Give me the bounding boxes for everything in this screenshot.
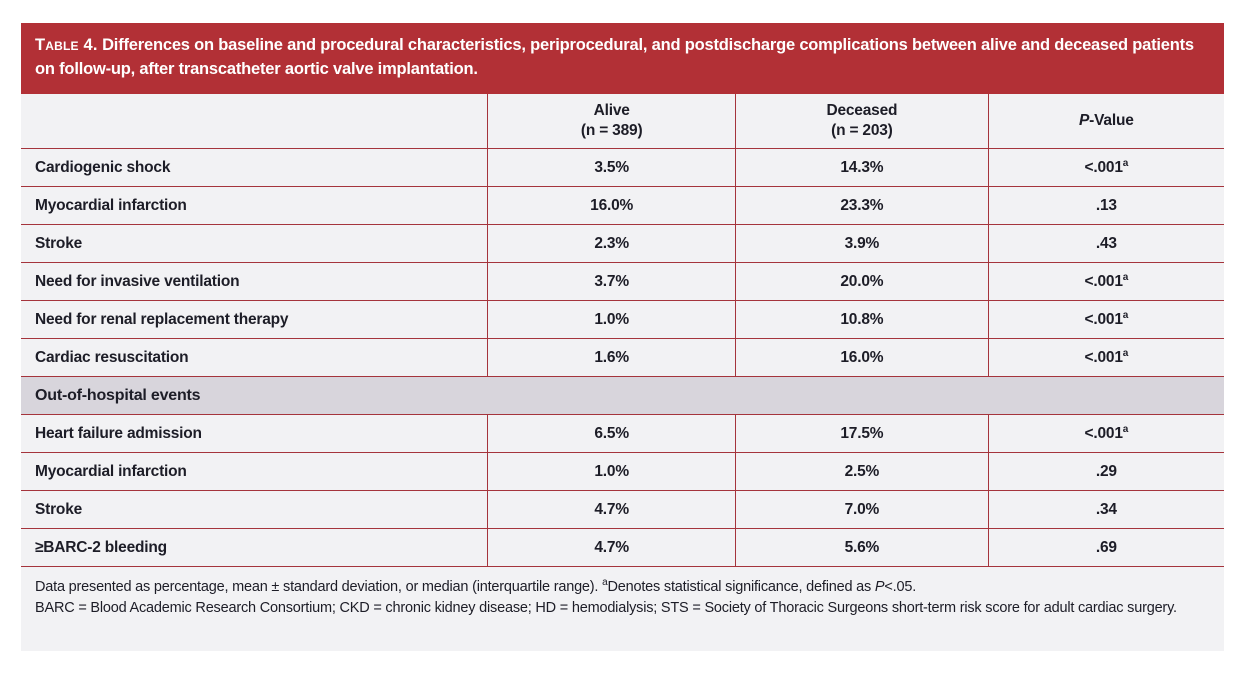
table-title-bar [21, 23, 1224, 94]
table-row [21, 225, 1224, 263]
alive-value: 6.5% [488, 415, 736, 453]
alive-value: 4.7% [488, 491, 736, 529]
row-label: Heart failure admission [21, 415, 488, 453]
header-p-value: P-Value [988, 94, 1224, 149]
table-row [21, 529, 1224, 567]
deceased-value: 17.5% [736, 415, 989, 453]
p-value: .43 [988, 225, 1224, 263]
deceased-value: 20.0% [736, 263, 989, 301]
row-label: Myocardial infarction [21, 187, 488, 225]
p-value: .69 [988, 529, 1224, 567]
alive-value: 16.0% [488, 187, 736, 225]
row-label: Cardiogenic shock [21, 149, 488, 187]
header-empty [21, 94, 488, 149]
p-value: <.001$^a$ [988, 339, 1224, 377]
alive-value: 1.6% [488, 339, 736, 377]
significance-superscript: a [1122, 157, 1129, 169]
table-row [21, 149, 1224, 187]
table-title-text: Differences on baseline and procedural characteristics, periprocedural, and postdischarge complications between alive and deceased patients on follow-up, after transcatheter aortic valve implantation. [35, 36, 1194, 78]
significance-superscript: a [1122, 309, 1129, 321]
section-header-label: Out-of-hospital events [21, 377, 1224, 415]
row-label: Need for renal replacement therapy [21, 301, 488, 339]
row-label: Stroke [21, 491, 488, 529]
header-row [21, 94, 1224, 149]
significance-superscript: a [1122, 423, 1129, 435]
deceased-value: 5.6% [736, 529, 989, 567]
header-deceased: Deceased (n = 203) [736, 94, 989, 149]
table-row [21, 491, 1224, 529]
alive-value: 1.0% [488, 301, 736, 339]
deceased-value: 14.3% [736, 149, 989, 187]
table-row [21, 187, 1224, 225]
deceased-value: 2.5% [736, 453, 989, 491]
table-figure [21, 23, 1224, 651]
deceased-value: 7.0% [736, 491, 989, 529]
table-row [21, 453, 1224, 491]
section-header-row [21, 377, 1224, 415]
header-alive: Alive (n = 389) [488, 94, 736, 149]
table-row [21, 339, 1224, 377]
p-value: <.001$^a$ [988, 263, 1224, 301]
p-value: <.001$^a$ [988, 415, 1224, 453]
alive-value: 1.0% [488, 453, 736, 491]
deceased-value: 23.3% [736, 187, 989, 225]
significance-superscript: a [1122, 347, 1129, 359]
p-value: .29 [988, 453, 1224, 491]
footnote-superscript: a [602, 577, 608, 589]
alive-value: 4.7% [488, 529, 736, 567]
p-value: .34 [988, 491, 1224, 529]
deceased-value: 10.8% [736, 301, 989, 339]
deceased-value: 16.0% [736, 339, 989, 377]
table-number-label: Table 4. [35, 36, 98, 54]
table-footnotes [21, 567, 1224, 651]
row-label: ≥BARC-2 bleeding [21, 529, 488, 567]
alive-value: 3.7% [488, 263, 736, 301]
table-row [21, 263, 1224, 301]
row-label: Need for invasive ventilation [21, 263, 488, 301]
deceased-value: 3.9% [736, 225, 989, 263]
row-label: Cardiac resuscitation [21, 339, 488, 377]
data-table [21, 94, 1224, 568]
row-label: Myocardial infarction [21, 453, 488, 491]
table-row [21, 415, 1224, 453]
p-value: .13 [988, 187, 1224, 225]
p-value: <.001$^a$ [988, 301, 1224, 339]
alive-value: 2.3% [488, 225, 736, 263]
row-label: Stroke [21, 225, 488, 263]
alive-value: 3.5% [488, 149, 736, 187]
p-value: <.001$^a$ [988, 149, 1224, 187]
table-row [21, 301, 1224, 339]
significance-superscript: a [1122, 271, 1129, 283]
footnote-line-2: BARC = Blood Academic Research Consortium; CKD = chronic kidney disease; HD = hemodialysis; STS = Society of Thoracic Surgeons short-term risk score for adult cardiac surgery. [35, 599, 1177, 616]
footnote-line-1: Data presented as percentage, mean ± standard deviation, or median (interquartile range). $^a$Denotes statistical significance, defined as P<.05. [35, 577, 917, 595]
